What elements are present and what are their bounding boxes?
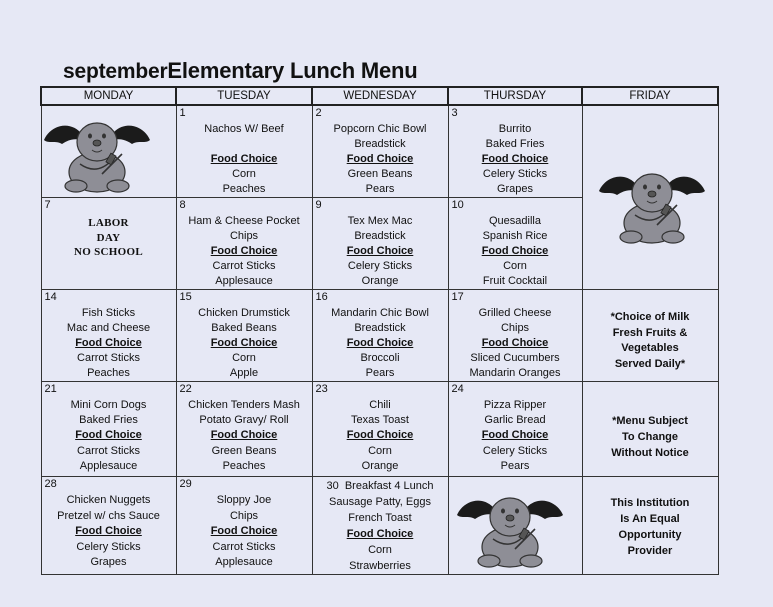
menu-item: Nachos W/ Beef <box>204 123 284 135</box>
menu-item: Green Beans <box>347 168 413 180</box>
friday-note-milk <box>582 290 718 382</box>
menu-lines <box>313 477 448 574</box>
menu-item: Baked Fries <box>485 138 545 150</box>
menu-item: Corn <box>368 544 392 556</box>
food-choice: Food Choice <box>210 525 278 538</box>
menu-lines <box>313 382 448 474</box>
menu-lines <box>42 290 176 381</box>
menu-item: Celery Sticks <box>482 444 548 457</box>
menu-item: Orange <box>361 275 399 287</box>
day-cell-24 <box>448 382 582 477</box>
day-cell-10 <box>448 198 582 290</box>
note-line: This Institution <box>610 497 690 509</box>
menu-item: Corn <box>503 260 527 272</box>
day-number: 28 <box>44 478 57 490</box>
menu-item: Celery Sticks <box>76 540 141 553</box>
food-choice: Food Choice <box>210 245 278 257</box>
menu-item-blank <box>177 137 312 152</box>
menu-item: Fish Sticks <box>81 307 136 319</box>
menu-item: Peaches <box>222 459 266 472</box>
food-choice: Food Choice <box>346 429 414 442</box>
menu-item: Breadstick <box>354 138 406 150</box>
menu-lines <box>177 106 312 197</box>
day-cell-14 <box>41 290 176 382</box>
day-number: 7 <box>44 199 51 211</box>
menu-item: Texas Toast <box>351 414 409 427</box>
menu-item: Chips <box>229 509 259 522</box>
menu-item: French Toast <box>348 512 412 524</box>
day-cell-22 <box>176 382 312 477</box>
note-line: Fresh Fruits & <box>612 326 688 339</box>
menu-item: Sliced Cucumbers <box>470 352 560 364</box>
menu-item: Garlic Bread <box>484 414 546 427</box>
menu-item: Chips <box>229 230 259 242</box>
menu-lines <box>177 382 312 474</box>
menu-item: Applesauce <box>215 275 273 287</box>
note-text <box>583 290 718 372</box>
food-choice: Food Choice <box>210 337 278 349</box>
menu-item: Breadstick <box>354 322 406 334</box>
menu-calendar <box>40 86 719 575</box>
menu-item: Baked Beans <box>211 322 277 334</box>
puppy-icon <box>454 485 566 569</box>
menu-item: Grilled Cheese <box>478 307 552 319</box>
note-line: *Choice of Milk <box>610 311 690 323</box>
note-text <box>583 382 718 461</box>
note-line: To Change <box>621 431 678 443</box>
day-cell-7 <box>41 198 176 290</box>
menu-item: Chicken Tenders Mash <box>188 399 300 411</box>
food-choice: Food Choice <box>481 429 549 442</box>
friday-note-change <box>582 382 718 477</box>
food-choice: Food Choice <box>346 245 414 257</box>
note-line: Without Notice <box>611 447 689 459</box>
day-cell-23 <box>312 382 448 477</box>
menu-item: Grapes <box>496 183 534 195</box>
friday-note-equal-opportunity <box>582 477 718 575</box>
day-cell-9 <box>312 198 448 290</box>
food-choice: Food Choice <box>75 337 142 349</box>
menu-item: Peaches <box>87 367 130 379</box>
weekday-header-row <box>41 87 718 105</box>
menu-item: Pears <box>500 459 530 472</box>
week-row-4 <box>41 382 718 477</box>
food-choice: Food Choice <box>75 429 142 442</box>
menu-item: Applesauce <box>79 459 138 472</box>
day-cell-16 <box>312 290 448 382</box>
food-choice: Food Choice <box>481 153 549 165</box>
day-cell-3 <box>448 105 582 198</box>
day-number: 1 <box>179 107 186 119</box>
food-choice: Food Choice <box>75 525 142 538</box>
note-line: Provider <box>627 545 673 557</box>
menu-item: Quesadilla <box>489 215 541 227</box>
header-thursday: THURSDAY <box>448 87 582 105</box>
menu-item: Chicken Nuggets <box>66 494 151 506</box>
day-cell-empty-end <box>448 477 582 575</box>
day-cell-28 <box>41 477 176 575</box>
title-text: Elementary Lunch Menu <box>167 58 418 83</box>
day-number: 22 <box>179 383 192 395</box>
menu-lines <box>42 477 176 571</box>
day-cell-30 <box>312 477 448 575</box>
note-line: Vegetables <box>621 342 679 354</box>
food-choice: Food Choice <box>210 153 278 165</box>
page-title <box>63 58 418 84</box>
food-choice: Food Choice <box>346 337 414 349</box>
menu-lines <box>177 290 312 381</box>
food-choice: Food Choice <box>210 429 278 442</box>
menu-item-first <box>313 478 448 494</box>
menu-item: Baked Fries <box>79 414 138 427</box>
week-row-5 <box>41 477 718 575</box>
menu-lines <box>177 477 312 571</box>
menu-item: Carrot Sticks <box>77 444 140 457</box>
day-number: 8 <box>179 199 186 211</box>
day-number: 3 <box>451 107 458 119</box>
menu-item: Burrito <box>498 123 532 135</box>
menu-item: Broccoli <box>360 352 400 364</box>
menu-lines <box>313 290 448 381</box>
menu-lines <box>42 382 176 474</box>
day-number: 15 <box>179 291 192 303</box>
title-month: september <box>63 60 168 83</box>
menu-item: Carrot Sticks <box>212 540 276 553</box>
day-cell-29 <box>176 477 312 575</box>
food-choice: Food Choice <box>481 337 549 349</box>
header-friday: FRIDAY <box>582 87 718 105</box>
day-number: 24 <box>451 383 464 395</box>
menu-item: Mac and Cheese <box>66 322 151 334</box>
menu-item: Pretzel w/ chs Sauce <box>57 509 160 522</box>
food-choice: Food Choice <box>346 153 414 165</box>
menu-item: Ham & Cheese Pocket <box>188 215 300 227</box>
friday-picture-cell <box>582 105 718 290</box>
menu-lines <box>449 290 582 381</box>
day-number: 21 <box>44 383 57 395</box>
menu-item: Popcorn Chic Bowl <box>333 123 427 135</box>
menu-item: Breakfast 4 Lunch <box>344 480 434 492</box>
menu-item: Chicken Drumstick <box>198 307 290 319</box>
note-line: Opportunity <box>618 529 682 541</box>
day-cell-21 <box>41 382 176 477</box>
menu-item: Orange <box>361 459 399 472</box>
labor-line: DAY <box>96 231 121 244</box>
menu-item: Pears <box>365 183 395 195</box>
day-number: 2 <box>315 107 322 119</box>
header-monday: MONDAY <box>41 87 176 105</box>
food-choice: Food Choice <box>481 245 549 257</box>
day-number: 14 <box>44 291 57 303</box>
puppy-icon <box>597 158 707 248</box>
menu-item: Apple <box>229 367 259 379</box>
menu-item: Tex Mex Mac <box>347 215 413 227</box>
header-tuesday: TUESDAY <box>176 87 312 105</box>
menu-lines <box>177 198 312 289</box>
day-number: 29 <box>179 478 192 490</box>
day-cell-2 <box>312 105 448 198</box>
menu-lines <box>449 382 582 474</box>
menu-item: Corn <box>232 168 256 180</box>
day-cell-8 <box>176 198 312 290</box>
day-number: 9 <box>315 199 322 211</box>
menu-item: Green Beans <box>211 444 277 457</box>
menu-item: Pizza Ripper <box>483 399 547 411</box>
menu-lines <box>313 198 448 289</box>
menu-item: Mandarin Chic Bowl <box>331 307 429 319</box>
menu-item: Pears <box>365 367 395 379</box>
puppy-icon <box>42 110 152 194</box>
labor-line: NO SCHOOL <box>73 246 144 258</box>
menu-item: Carrot Sticks <box>212 260 276 272</box>
day-cell-empty <box>41 105 176 198</box>
note-line: *Menu Subject <box>612 415 688 427</box>
menu-item: Chips <box>500 322 530 334</box>
menu-lines <box>313 106 448 197</box>
menu-item: Strawberries <box>349 560 411 572</box>
menu-item: Mandarin Oranges <box>469 367 561 379</box>
day-cell-17 <box>448 290 582 382</box>
labor-line: LABOR <box>88 217 129 229</box>
menu-item: Peaches <box>222 183 266 195</box>
menu-item: Mini Corn Dogs <box>70 399 147 411</box>
menu-item: Sausage Patty, Eggs <box>329 496 431 508</box>
menu-item: Chili <box>369 399 391 411</box>
menu-item: Corn <box>232 352 256 364</box>
week-row-3 <box>41 290 718 382</box>
day-cell-1 <box>176 105 312 198</box>
menu-item: Breadstick <box>354 230 406 242</box>
day-number: 17 <box>451 291 464 303</box>
menu-item: Celery Sticks <box>347 260 413 272</box>
note-line: Served Daily* <box>614 357 686 370</box>
day-number: 30 <box>326 480 339 492</box>
week-row-1 <box>41 105 718 198</box>
day-cell-15 <box>176 290 312 382</box>
menu-item: Fruit Cocktail <box>482 275 548 287</box>
menu-lines <box>449 106 582 197</box>
header-wednesday: WEDNESDAY <box>312 87 448 105</box>
note-text <box>583 477 718 559</box>
menu-item: Spanish Rice <box>482 230 548 242</box>
menu-lines <box>449 198 582 289</box>
menu-item: Carrot Sticks <box>77 352 140 364</box>
labor-day-notice <box>42 198 176 260</box>
menu-item: Celery Sticks <box>482 168 548 180</box>
menu-item: Potato Gravy/ Roll <box>199 414 289 427</box>
menu-item: Sloppy Joe <box>216 494 272 506</box>
day-number: 16 <box>315 291 328 303</box>
day-number: 10 <box>451 199 464 211</box>
menu-item: Grapes <box>90 556 127 569</box>
food-choice: Food Choice <box>346 528 414 540</box>
menu-item: Corn <box>368 444 392 457</box>
menu-item: Applesauce <box>215 556 273 569</box>
day-number: 23 <box>315 383 328 395</box>
note-line: Is An Equal <box>620 513 680 525</box>
